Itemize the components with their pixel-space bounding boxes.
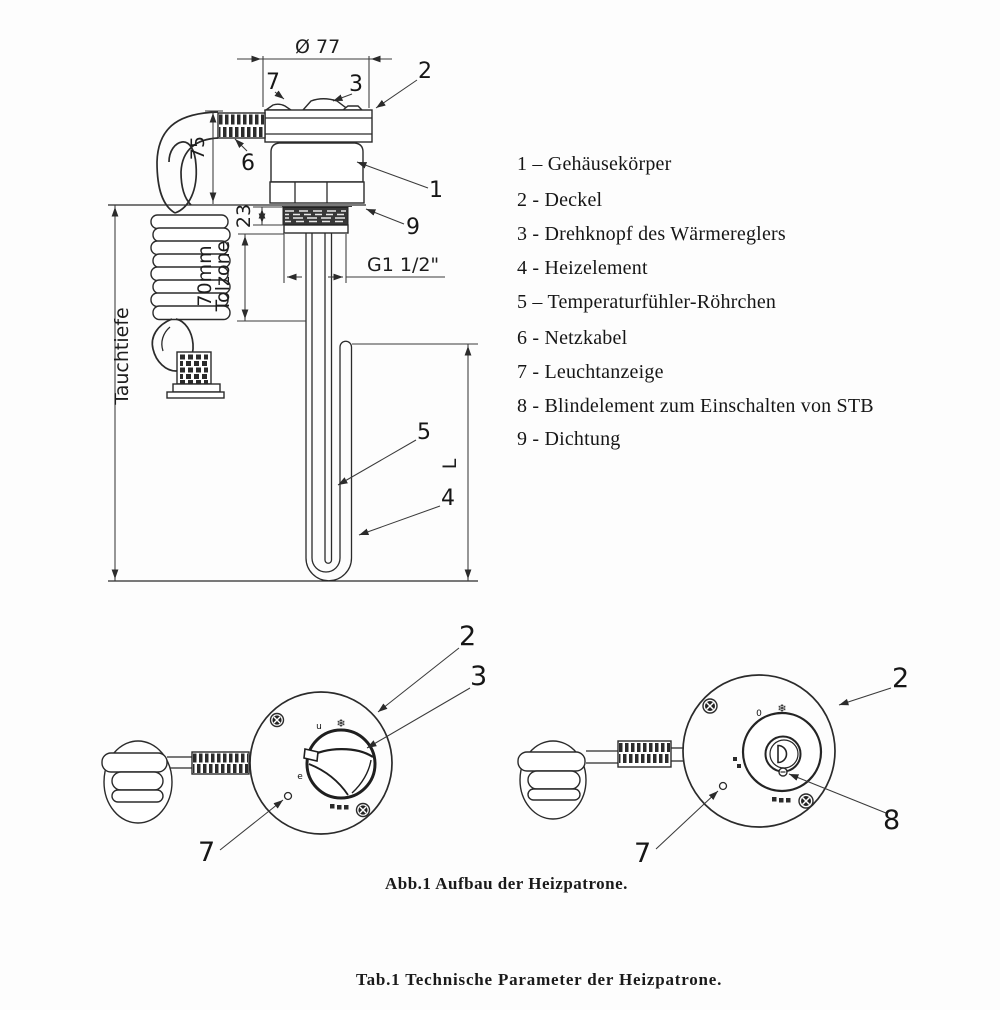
indicator-lamp	[720, 783, 727, 790]
callout-7-left-view: 7	[198, 837, 216, 868]
indicator-lamp-bump	[266, 104, 291, 110]
dim-L-label: L	[439, 458, 461, 470]
dim-thread-size-label: G1 1/2"	[367, 254, 440, 276]
scale-dot	[330, 804, 335, 809]
dim-diameter-77	[237, 36, 392, 108]
dim-L	[352, 344, 478, 581]
legend-item-8: 8 - Blindelement zum Einschalten von STB	[517, 395, 874, 417]
screw-icon	[271, 714, 284, 727]
indicator-lamp	[285, 793, 292, 800]
dim-70mm-label: 70mm	[194, 245, 216, 307]
scale-dot	[337, 805, 342, 810]
heating-element-tubes	[306, 233, 352, 581]
cap-view-with-knob	[102, 621, 487, 868]
callout-2: 2	[418, 59, 432, 84]
scale-dot	[737, 764, 741, 768]
dim-23-label: 23	[233, 203, 255, 229]
u-bend-inner	[312, 558, 340, 572]
callout-2-right-view: 2	[892, 663, 910, 694]
legend-item-7: 7 - Leuchtanzeige	[517, 361, 664, 383]
blind-element-seat	[766, 737, 801, 772]
callout-2-left-view: 2	[459, 621, 477, 652]
thermostat-knob-bump	[303, 99, 350, 110]
housing-body	[271, 143, 363, 182]
cable-gland	[218, 113, 265, 138]
cord-elbow-outer	[157, 112, 218, 213]
thread-collar	[284, 225, 348, 233]
screw-icon	[357, 804, 370, 817]
dim-75-label: 75	[187, 135, 209, 161]
callout-4: 4	[441, 486, 455, 511]
cap-view-without-knob	[518, 663, 909, 869]
scale-dot	[344, 805, 349, 810]
sensor-tube-tip	[325, 560, 332, 563]
dim-thread-size	[284, 234, 445, 283]
callout-9: 9	[406, 215, 420, 240]
legend-item-1: 1 – Gehäusekörper	[517, 153, 672, 175]
callout-5: 5	[417, 420, 431, 445]
min-mark: u	[316, 722, 322, 732]
callout-3: 3	[349, 72, 363, 97]
stb-screw	[779, 768, 787, 776]
callout-7: 7	[266, 70, 280, 95]
power-plug	[167, 352, 224, 398]
legend-item-3: 3 - Drehknopf des Wärmereglers	[517, 223, 786, 245]
callout-6: 6	[241, 151, 255, 176]
cable-right-view	[518, 741, 684, 819]
frost-symbol: ❄	[336, 717, 346, 730]
callout-8-right-view: 8	[883, 805, 901, 836]
dim-23	[233, 204, 284, 228]
dim-tolzone-label: Tolzone	[212, 240, 234, 312]
main-side-view	[108, 36, 478, 581]
cap-body	[265, 110, 372, 142]
knob-pointer	[304, 749, 318, 761]
scale-dot	[733, 757, 737, 761]
legend-item-5: 5 – Temperaturfühler-Röhrchen	[517, 291, 777, 313]
dim-diameter-label: Ø 77	[295, 36, 341, 58]
cable-left-view	[102, 741, 249, 823]
legend-item-6: 6 - Netzkabel	[517, 327, 628, 349]
figure-caption: Abb.1 Aufbau der Heizpatrone.	[385, 874, 628, 893]
screw-icon	[799, 794, 813, 808]
table-caption: Tab.1 Technische Parameter der Heizpatrone.	[356, 970, 723, 989]
thermostat-knob	[307, 730, 375, 798]
screw-icon	[703, 699, 717, 713]
legend-item-4: 4 - Heizelement	[517, 257, 648, 279]
frost-symbol: ❄	[777, 702, 787, 715]
dim-tauchtiefe-label: Tauchtiefe	[111, 307, 133, 405]
scale-dot	[786, 798, 791, 803]
min-mark: 0	[756, 709, 762, 719]
legend-item-2: 2 - Deckel	[517, 189, 603, 211]
callout-3-left-view: 3	[470, 661, 488, 692]
hex-nut	[270, 182, 364, 203]
element-leg-top-cap	[340, 341, 352, 347]
legend-item-9: 9 - Dichtung	[517, 428, 621, 450]
scale-dot	[779, 798, 784, 803]
eco-mark: e	[297, 772, 303, 782]
callout-1: 1	[429, 178, 443, 203]
scale-dot	[772, 797, 777, 802]
callout-7-right-view: 7	[634, 838, 652, 869]
